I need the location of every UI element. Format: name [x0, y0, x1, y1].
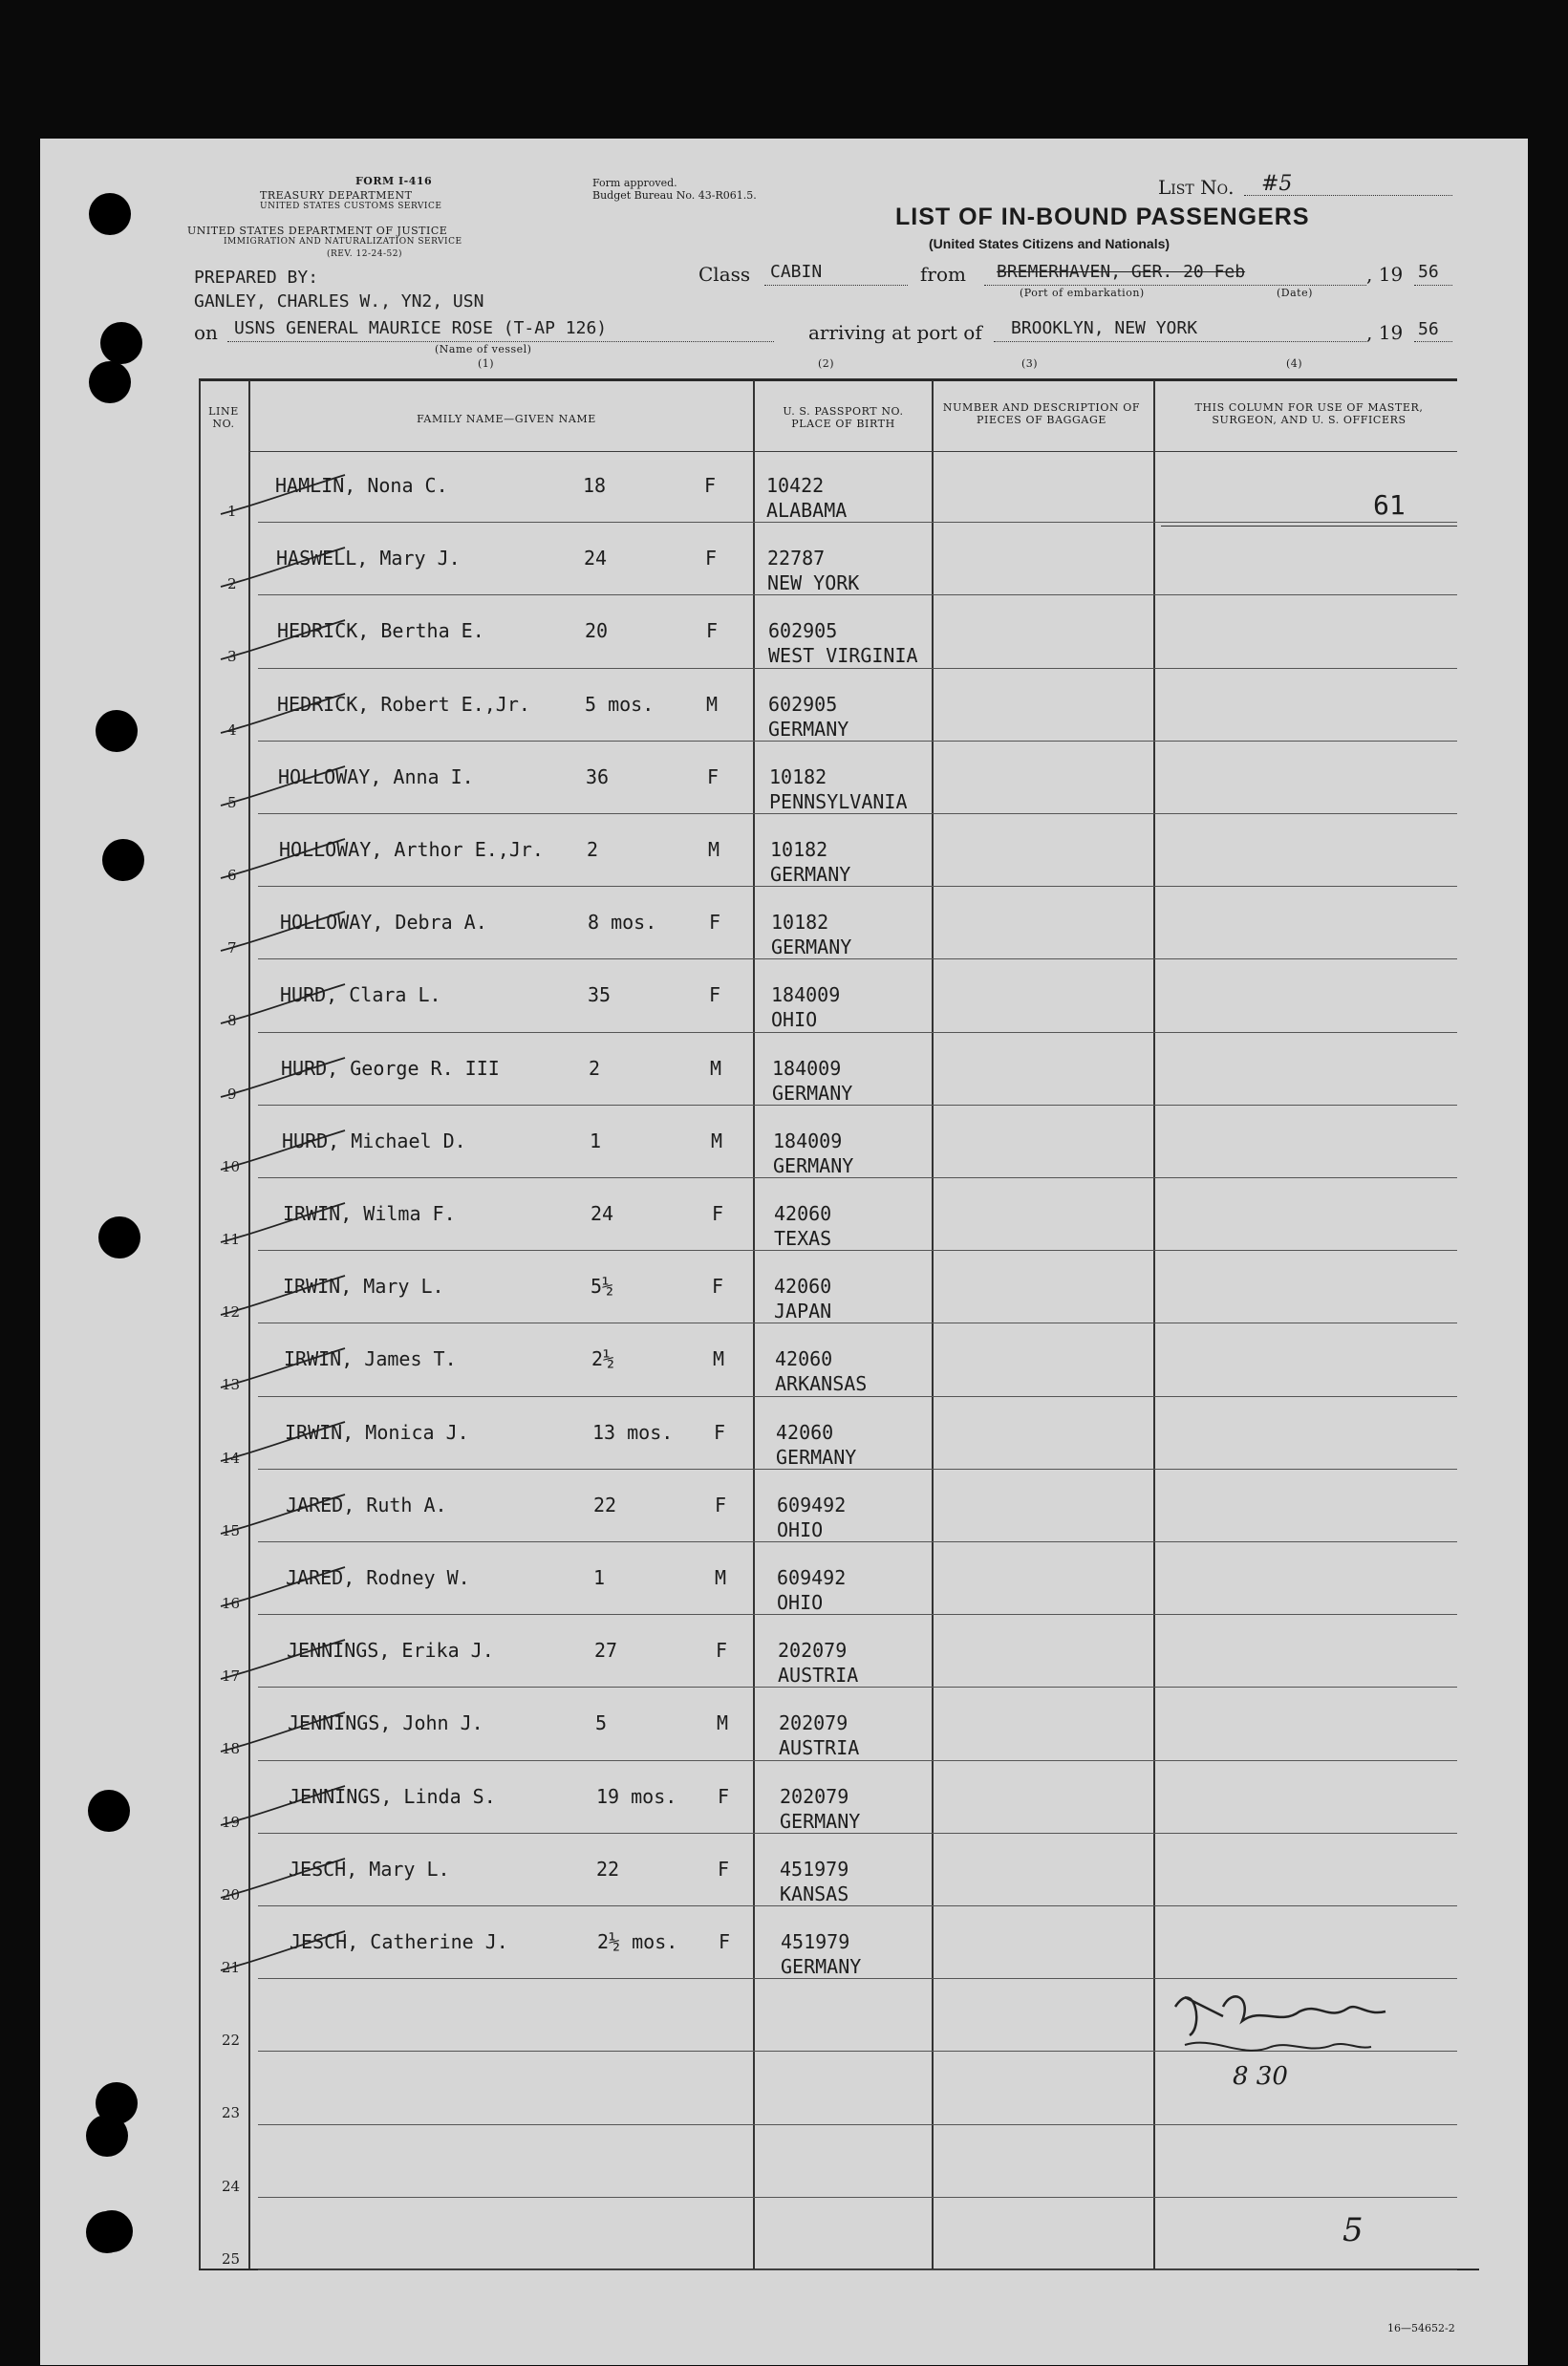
passport-number: 451979: [781, 1930, 850, 1953]
page-mark: 5: [1342, 2211, 1364, 2249]
passport-number: 10422: [766, 474, 825, 497]
passenger-sex: M: [717, 1711, 729, 1735]
passenger-name: IRWIN, Mary L.: [283, 1275, 444, 1299]
passenger-age: 20: [585, 619, 609, 643]
passenger-sex: F: [719, 1930, 731, 1953]
passenger-sex: F: [714, 1420, 726, 1444]
passenger-sex: F: [709, 983, 721, 1007]
check-mark: [216, 472, 350, 520]
line-number: 20: [222, 1885, 241, 1904]
passenger-sex: M: [706, 692, 719, 716]
col-num-1: (1): [478, 357, 495, 370]
passenger-age: 27: [594, 1639, 618, 1663]
place-of-birth: GERMANY: [768, 717, 849, 741]
passenger-age: 19 mos.: [596, 1784, 677, 1808]
line-number: 23: [222, 2104, 241, 2122]
passenger-name: HURD, George R. III: [281, 1056, 500, 1080]
passport-number: 202079: [780, 1784, 849, 1808]
col-divider: [753, 380, 755, 2269]
passenger-sex: F: [706, 619, 719, 643]
list-no-label: List No.: [1158, 176, 1235, 199]
passenger-sex: F: [712, 1275, 724, 1299]
col-header-passport: U. S. PASSPORT NO. PLACE OF BIRTH: [783, 405, 904, 430]
place-of-birth: OHIO: [771, 1008, 818, 1032]
place-of-birth: ARKANSAS: [775, 1372, 868, 1396]
place-of-birth: GERMANY: [781, 1955, 862, 1978]
signature: [1166, 1968, 1414, 2083]
row-rule: [258, 1760, 1457, 1761]
col-header-line-no: LINE NO.: [208, 405, 239, 430]
place-of-birth: GERMANY: [776, 1445, 857, 1469]
line-number: 24: [222, 2177, 241, 2195]
check-mark: [216, 1492, 350, 1539]
from-label: from: [920, 263, 966, 286]
punch-hole: [96, 710, 138, 752]
punch-hole: [89, 193, 131, 235]
line-number: 11: [222, 1231, 241, 1248]
line-number: 2: [227, 575, 237, 593]
passenger-age: 24: [591, 1202, 614, 1225]
passenger-sex: M: [708, 838, 720, 861]
passport-number: 451979: [780, 1857, 849, 1881]
passenger-age: 2½: [591, 1347, 615, 1371]
punch-hole: [86, 2115, 128, 2157]
year-underline-1: [1414, 285, 1452, 286]
place-of-birth: KANSAS: [780, 1882, 849, 1905]
passport-number: 609492: [777, 1493, 847, 1516]
check-mark: [216, 617, 350, 665]
row-rule: [258, 1905, 1457, 1906]
line-number: 5: [227, 793, 237, 811]
line-number: 4: [227, 721, 237, 739]
place-of-birth: AUSTRIA: [778, 1664, 859, 1688]
vessel-caption: (Name of vessel): [435, 343, 532, 355]
row-rule: [258, 1614, 1457, 1615]
year-value-1: 56: [1418, 262, 1439, 282]
punch-hole: [102, 839, 144, 881]
check-mark: [216, 1055, 350, 1103]
passport-number: 42060: [774, 1275, 832, 1299]
line-number: 12: [222, 1303, 241, 1322]
col-header-officers: THIS COLUMN FOR USE OF MASTER, SURGEON, AND U. S. OFFICERS: [1194, 401, 1424, 426]
passport-number: 10182: [769, 764, 827, 788]
place-of-birth: GERMANY: [772, 1081, 853, 1105]
passenger-sex: F: [707, 764, 720, 788]
passenger-age: 1: [593, 1566, 606, 1589]
check-mark: [216, 1637, 350, 1685]
passenger-age: 2½ mos.: [597, 1930, 678, 1953]
line-number: 1: [227, 503, 237, 520]
class-value: CABIN: [770, 262, 823, 282]
on-label: on: [194, 321, 218, 344]
passenger-sex: M: [711, 1129, 723, 1152]
passport-number: 10182: [770, 838, 828, 861]
list-no-underline: [1244, 195, 1452, 196]
passenger-name: IRWIN, James T.: [284, 1347, 457, 1371]
check-mark: [216, 764, 350, 811]
passenger-sex: F: [716, 1639, 728, 1663]
passenger-sex: F: [712, 1202, 724, 1225]
passenger-name: HOLLOWAY, Arthor E.,Jr.: [279, 838, 544, 861]
passenger-name: IRWIN, Monica J.: [285, 1420, 469, 1444]
passenger-age: 13 mos.: [592, 1420, 674, 1444]
passport-number: 609492: [777, 1566, 847, 1589]
passenger-age: 24: [584, 547, 608, 570]
row-rule: [258, 1177, 1457, 1178]
arriving-value: BROOKLYN, NEW YORK: [1011, 318, 1198, 338]
table-top-border: [199, 378, 1457, 381]
row-rule: [258, 594, 1457, 595]
class-label: Class: [698, 263, 751, 286]
check-mark: [216, 1783, 350, 1831]
class-underline: [764, 285, 908, 286]
passenger-age: 5½: [591, 1275, 614, 1299]
col-header-baggage: NUMBER AND DESCRIPTION OF PIECES OF BAGGAGE: [942, 401, 1141, 426]
port-embark-caption: (Port of embarkation): [1020, 287, 1145, 299]
check-mark: [216, 1345, 350, 1393]
arriving-label: arriving at port of: [808, 321, 982, 344]
row-rule: [258, 668, 1457, 669]
row-rule: [258, 2124, 1457, 2125]
line-number: 8: [227, 1012, 237, 1030]
place-of-birth: ALABAMA: [766, 499, 848, 522]
check-mark: [216, 1928, 350, 1976]
row-rule: [258, 522, 1457, 523]
justice-label: UNITED STATES DEPARTMENT OF JUSTICE: [187, 225, 448, 237]
prepared-by-name: GANLEY, CHARLES W., YN2, USN: [194, 291, 484, 312]
footer-code: 16—54652-2: [1387, 2322, 1455, 2334]
row-rule: [258, 958, 1457, 959]
passport-number: 602905: [768, 692, 838, 716]
row-rule: [258, 2269, 1457, 2270]
place-of-birth: TEXAS: [774, 1227, 832, 1250]
passenger-sex: F: [709, 911, 721, 935]
row-rule: [258, 813, 1457, 814]
row-rule: [258, 1833, 1457, 1834]
time-annotation: 8 30: [1233, 2062, 1288, 2091]
line-number: 6: [227, 867, 237, 884]
check-mark: [216, 909, 350, 957]
passenger-name: HAMLIN, Nona C.: [275, 474, 448, 497]
treasury-label: TREASURY DEPARTMENT: [260, 189, 413, 202]
passenger-sex: F: [704, 474, 717, 497]
year-underline-2: [1414, 341, 1452, 342]
row-rule: [258, 1469, 1457, 1470]
check-mark: [216, 836, 350, 884]
col-divider: [1153, 380, 1155, 2269]
check-mark: [216, 1128, 350, 1175]
passenger-name: HOLLOWAY, Debra A.: [280, 911, 487, 935]
passport-number: 184009: [771, 983, 841, 1007]
customs-label: UNITED STATES CUSTOMS SERVICE: [260, 202, 442, 211]
passenger-age: 5 mos.: [585, 692, 655, 716]
passenger-name: HEDRICK, Robert E.,Jr.: [277, 692, 530, 716]
place-of-birth: GERMANY: [771, 936, 852, 959]
passenger-sex: M: [710, 1056, 722, 1080]
passenger-sex: F: [718, 1857, 730, 1881]
passenger-age: 22: [593, 1493, 617, 1516]
passport-number: 22787: [767, 547, 826, 570]
place-of-birth: JAPAN: [774, 1300, 832, 1323]
passport-number: 184009: [773, 1129, 843, 1152]
check-mark: [216, 1564, 350, 1612]
passenger-name: HEDRICK, Bertha E.: [277, 619, 484, 643]
ins-label: IMMIGRATION AND NATURALIZATION SERVICE: [224, 237, 462, 247]
count-annotation: 61: [1373, 489, 1406, 521]
passport-number: 10182: [771, 911, 829, 935]
punch-hole: [88, 1790, 130, 1832]
passenger-sex: F: [718, 1784, 730, 1808]
passenger-name: JARED, Ruth A.: [286, 1493, 447, 1516]
passenger-name: JENNINGS, John J.: [288, 1711, 483, 1735]
passenger-name: HOLLOWAY, Anna I.: [278, 764, 474, 788]
punch-hole: [100, 322, 142, 364]
passenger-name: JENNINGS, Linda S.: [289, 1784, 496, 1808]
place-of-birth: GERMANY: [780, 1809, 861, 1833]
row-rule: [258, 1250, 1457, 1251]
list-no-handwritten: #5: [1261, 172, 1293, 196]
page-title: LIST OF IN-BOUND PASSENGERS: [895, 204, 1310, 230]
check-mark: [216, 1419, 350, 1467]
punch-hole: [89, 361, 131, 403]
place-of-birth: NEW YORK: [767, 571, 860, 595]
line-number: 18: [222, 1740, 241, 1758]
col-divider: [199, 380, 201, 2269]
line-number: 9: [227, 1085, 237, 1103]
col-header-name: FAMILY NAME—GIVEN NAME: [417, 413, 596, 425]
passenger-name: HURD, Clara L.: [280, 983, 441, 1007]
from-underline: [984, 285, 1366, 286]
year-label-2: , 19: [1366, 321, 1404, 344]
list-no-value: [1244, 172, 1450, 195]
passenger-name: JENNINGS, Erika J.: [287, 1639, 494, 1663]
passport-number: 42060: [774, 1202, 832, 1225]
passenger-age: 18: [583, 474, 607, 497]
row-rule: [258, 1396, 1457, 1397]
row-rule: [258, 1687, 1457, 1688]
passenger-age: 8 mos.: [588, 911, 657, 935]
page-subtitle: (United States Citizens and Nationals): [929, 236, 1171, 251]
check-mark: [216, 1200, 350, 1248]
passport-number: 202079: [779, 1711, 848, 1735]
row-rule: [258, 1032, 1457, 1033]
from-value: BREMERHAVEN, GER. 20 Feb: [997, 262, 1246, 282]
rev-label: (REV. 12-24-52): [327, 249, 402, 259]
passenger-age: 2: [587, 838, 599, 861]
punch-hole: [86, 2211, 128, 2253]
col-num-4: (4): [1286, 357, 1303, 370]
check-mark: [216, 1710, 350, 1757]
date-caption: (Date): [1277, 287, 1313, 299]
year-value-2: 56: [1418, 319, 1439, 339]
col-num-2: (2): [818, 357, 835, 370]
place-of-birth: GERMANY: [773, 1153, 854, 1177]
count-rule: [1161, 526, 1457, 527]
arriving-underline: [994, 341, 1366, 342]
passenger-age: 2: [589, 1056, 601, 1080]
passenger-name: HASWELL, Mary J.: [276, 547, 461, 570]
check-mark: [216, 691, 350, 739]
line-number: 14: [222, 1449, 241, 1467]
form-id: FORM I-416: [355, 175, 433, 187]
check-mark: [216, 1856, 350, 1904]
line-number: 16: [222, 1595, 241, 1612]
prepared-by-label: PREPARED BY:: [194, 268, 319, 288]
line-number: 17: [222, 1667, 241, 1686]
check-mark: [216, 1273, 350, 1321]
passenger-age: 22: [596, 1857, 620, 1881]
place-of-birth: WEST VIRGINIA: [768, 644, 918, 668]
row-rule: [258, 886, 1457, 887]
line-number: 13: [222, 1376, 241, 1394]
passport-number: 602905: [768, 619, 838, 643]
check-mark: [216, 981, 350, 1029]
check-mark: [216, 545, 350, 592]
passport-number: 42060: [775, 1347, 833, 1371]
passenger-sex: F: [705, 547, 718, 570]
place-of-birth: OHIO: [777, 1591, 824, 1614]
place-of-birth: OHIO: [777, 1517, 824, 1541]
row-rule: [258, 741, 1457, 742]
passenger-name: JARED, Rodney W.: [286, 1566, 470, 1589]
place-of-birth: PENNSYLVANIA: [769, 789, 908, 813]
place-of-birth: GERMANY: [770, 863, 851, 886]
line-number: 10: [222, 1157, 241, 1175]
punch-hole: [98, 1216, 140, 1258]
passenger-age: 35: [588, 983, 612, 1007]
line-number: 7: [227, 939, 237, 957]
line-number: 3: [227, 648, 237, 666]
col-num-3: (3): [1021, 357, 1039, 370]
col-divider: [932, 380, 934, 2269]
passenger-age: 36: [586, 764, 610, 788]
line-number: 21: [222, 1959, 241, 1976]
form-approved: Form approved.: [592, 177, 677, 189]
passenger-name: HURD, Michael D.: [282, 1129, 466, 1152]
vessel-value: USNS GENERAL MAURICE ROSE (T-AP 126): [234, 318, 608, 338]
passenger-sex: M: [713, 1347, 725, 1371]
passenger-sex: M: [715, 1566, 727, 1589]
line-number: 19: [222, 1813, 241, 1831]
passport-number: 42060: [776, 1420, 834, 1444]
passenger-age: 1: [590, 1129, 602, 1152]
budget-no: Budget Bureau No. 43-R061.5.: [592, 189, 757, 202]
passenger-sex: F: [715, 1493, 727, 1516]
line-number: 15: [222, 1521, 241, 1539]
year-label-1: , 19: [1366, 263, 1404, 286]
passenger-age: 5: [595, 1711, 608, 1735]
vessel-underline: [227, 341, 774, 342]
passport-number: 202079: [778, 1639, 848, 1663]
row-rule: [258, 1105, 1457, 1106]
row-rule: [258, 1541, 1457, 1542]
place-of-birth: AUSTRIA: [779, 1736, 860, 1760]
row-rule: [258, 2197, 1457, 2198]
header-bottom-border: [248, 451, 1457, 452]
passport-number: 184009: [772, 1056, 842, 1080]
line-number: 25: [222, 2249, 241, 2268]
passenger-name: IRWIN, Wilma F.: [283, 1202, 456, 1225]
passenger-name: JESCH, Catherine J.: [290, 1930, 508, 1953]
line-number: 22: [222, 2032, 241, 2050]
passenger-name: JESCH, Mary L.: [289, 1857, 450, 1881]
